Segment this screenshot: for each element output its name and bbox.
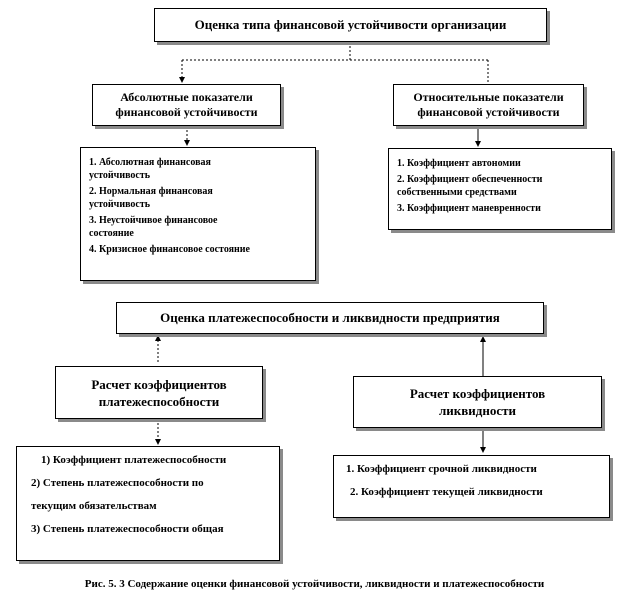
payment-header-line2: платежеспособности bbox=[98, 393, 220, 409]
list-item: 1. Абсолютная финансовая bbox=[89, 157, 211, 168]
list-item: 3) Степень платежеспособности общая bbox=[31, 523, 224, 535]
absolute-header-line2: финансовой устойчивости bbox=[115, 105, 258, 119]
list-item: собственными средствами bbox=[397, 187, 517, 198]
financial-stability-type-title: Оценка типа финансовой устойчивости организации bbox=[194, 17, 507, 32]
financial-stability-type-box bbox=[154, 8, 547, 42]
relative-indicators-header bbox=[393, 84, 584, 126]
list-item: 2) Степень платежеспособности по bbox=[31, 477, 204, 489]
liquidity-header-line1: Расчет коэффициентов bbox=[409, 386, 546, 401]
list-item: 3. Неустойчивое финансовое bbox=[89, 215, 218, 226]
absolute-indicators-list bbox=[80, 147, 316, 281]
absolute-header-line1: Абсолютные показатели bbox=[120, 90, 253, 104]
list-item: 2. Коэффициент обеспеченности bbox=[397, 174, 543, 185]
solvency-liquidity-title: Оценка платежеспособности и ликвидности предприятия bbox=[160, 310, 500, 325]
payment-coefficients-list bbox=[16, 446, 280, 561]
payment-header-line1: Расчет коэффициентов bbox=[91, 376, 227, 392]
list-item: устойчивость bbox=[89, 170, 151, 181]
payment-coefficients-header bbox=[55, 366, 263, 419]
list-item: 1. Коэффициент срочной ликвидности bbox=[346, 463, 537, 475]
solvency-liquidity-box bbox=[116, 302, 544, 334]
list-item: состояние bbox=[89, 228, 134, 239]
liquidity-header-line2: ликвидности bbox=[439, 403, 516, 418]
list-item: 2. Коэффициент текущей ликвидности bbox=[350, 486, 543, 498]
list-item: устойчивость bbox=[89, 199, 151, 210]
list-item: 1. Коэффициент автономии bbox=[397, 158, 521, 169]
list-item: 3. Коэффициент маневренности bbox=[397, 203, 541, 214]
list-item: 4. Кризисное финансовое состояние bbox=[89, 244, 250, 255]
absolute-indicators-header bbox=[92, 84, 281, 126]
relative-header-line2: финансовой устойчивости bbox=[417, 105, 560, 119]
liquidity-coefficients-list bbox=[333, 455, 610, 518]
relative-indicators-list bbox=[388, 148, 612, 230]
list-item: 2. Нормальная финансовая bbox=[89, 186, 213, 197]
liquidity-coefficients-header bbox=[353, 376, 602, 428]
list-item: 1) Коэффициент платежеспособности bbox=[41, 454, 227, 466]
relative-header-line1: Относительные показатели bbox=[413, 90, 564, 104]
figure-caption: Рис. 5. 3 Содержание оценки финансовой устойчивости, ликвидности и платежеспособности bbox=[84, 578, 545, 590]
list-item: текущим обязательствам bbox=[31, 500, 157, 512]
